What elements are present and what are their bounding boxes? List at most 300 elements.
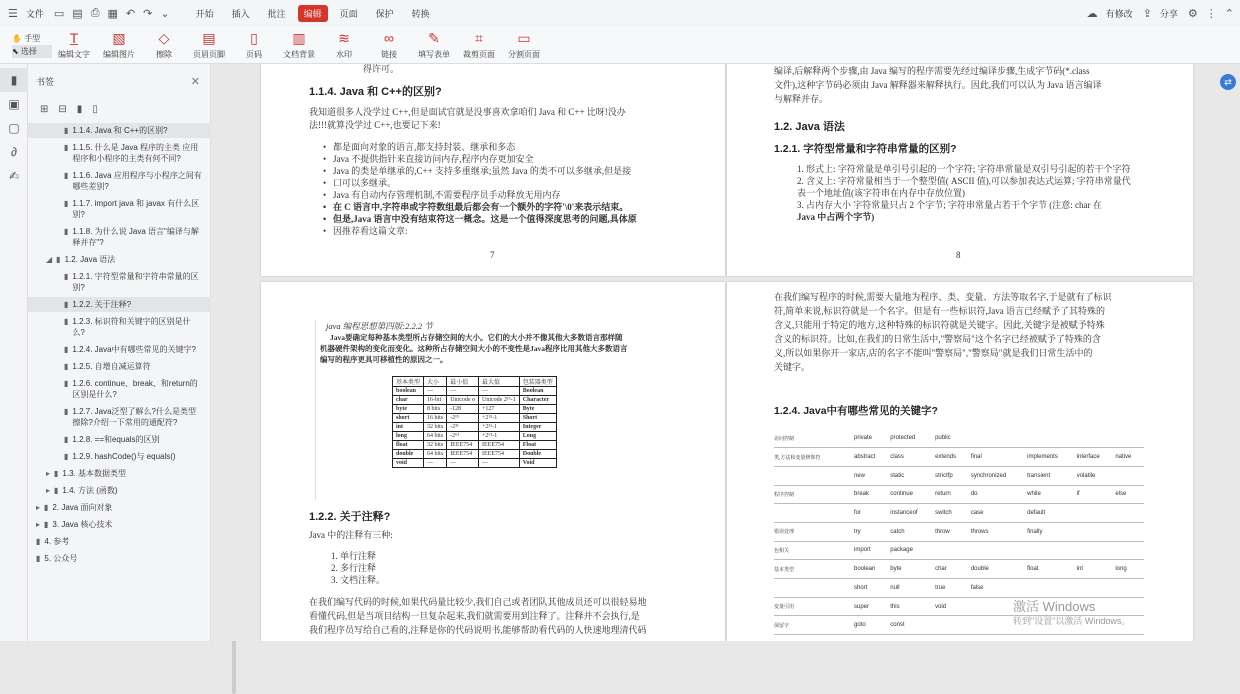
bookmark-icon: ▮ — [44, 503, 49, 512]
table-cell: super — [854, 597, 890, 616]
add-bookmark-icon[interactable]: ▮ — [76, 103, 83, 115]
table-cell: try — [854, 522, 890, 541]
table-row — [393, 459, 557, 468]
expand-all-icon[interactable]: ⊞ — [40, 103, 49, 115]
text-line: 机器硬件架构的变化而变化。这种所占存储空间大小的不变性是Java程序比用其他大多数语言 — [320, 344, 628, 353]
bookmark-item[interactable] — [28, 432, 211, 447]
table-cell: +2¹⁵-1 — [479, 414, 520, 423]
bookmark-icon: ▮ — [64, 171, 69, 180]
table-cell: 基本类型 — [774, 560, 854, 579]
table-header: 基本类型 — [393, 377, 424, 387]
table-cell: Unicode 2¹⁶-1 — [479, 396, 520, 405]
table-cell: 16 bits — [424, 414, 447, 423]
table-cell: Byte — [519, 405, 556, 414]
table-header: 最大值 — [479, 377, 520, 387]
text-line: 含义,只能用于特定的地方,这种特殊的标识符就是关键字。因此,关键字是被赋予特殊 — [774, 320, 1105, 330]
eraser-icon: ◇ — [158, 29, 170, 46]
text-line: 法!!!就算没学过 C++,也要记下来! — [309, 120, 441, 130]
bookmark-icon: ▮ — [64, 407, 69, 416]
list-item: 3. 占内存大小 字符常量只占 2 个字节; 字符串常量占若干个字节 (注意: char 在 — [797, 200, 1102, 210]
table-cell: true — [935, 579, 971, 598]
bookmark-label: 1.2. Java 语法 — [64, 255, 116, 264]
table-cell: continue — [890, 485, 935, 504]
table-cell: implements — [1027, 448, 1077, 467]
table-cell: static — [890, 466, 935, 485]
bookmark-item[interactable] — [28, 359, 211, 374]
section-heading: 1.2.4. Java中有哪些常见的关键字? — [774, 405, 938, 417]
table-cell — [1027, 429, 1077, 448]
table-cell: const — [890, 616, 935, 635]
modified-status[interactable]: 有修改 — [1105, 8, 1133, 19]
list-item: 1. 单行注释 — [331, 551, 377, 561]
text-line: 符,简单来说,标识符就是一个名字。但是有一些标识符,Java 语言已经赋予了其特殊的 — [774, 306, 1105, 316]
table-cell: -2³¹ — [447, 423, 479, 432]
list-item: 3. 文档注释。 — [331, 575, 386, 585]
list-item: • 但是,Java 语言中没有结束符这一概念。这是一个值得深度思考的问题,具体原 — [323, 213, 637, 225]
section-heading: 1.2.2. 关于注释? — [309, 511, 391, 523]
collapse-all-icon[interactable]: ⊟ — [58, 103, 67, 115]
table-cell — [1115, 429, 1144, 448]
bookmark-label: 1.1.5. 什么是 Java 程序的主类 应用程序和小程序的主类有何不同? — [72, 143, 199, 163]
table-cell: extends — [935, 448, 971, 467]
table-cell: byte — [393, 405, 424, 414]
list-item: • 都是面向对象的语言,都支持封装、继承和多态 — [323, 141, 637, 153]
bookmark-label: 1.2.4. Java中有哪些常见的关键字? — [72, 345, 196, 354]
table-cell: int — [393, 423, 424, 432]
table-cell: — — [479, 387, 520, 396]
page-7 — [261, 64, 725, 276]
table-cell: short — [393, 414, 424, 423]
bookmark-icon: ▮ — [64, 379, 69, 388]
collapse-icon[interactable]: ⌃ — [1224, 7, 1234, 20]
bookmark-icon: ▮ — [44, 520, 49, 529]
comment-icon[interactable]: ▢ — [8, 121, 20, 135]
section-heading: 1.2. Java 语法 — [774, 121, 845, 133]
table-cell: 变量引用 — [774, 597, 854, 616]
bookmark-label: 1.3. 基本数据类型 — [62, 469, 126, 478]
bookmark-item[interactable] — [28, 252, 211, 267]
table-cell: throw — [935, 522, 971, 541]
bookmark-icon[interactable]: ▮ — [0, 68, 28, 92]
share-icon: ⇪ — [1142, 7, 1152, 20]
table-cell — [935, 616, 971, 635]
table-cell — [1027, 579, 1077, 598]
close-icon[interactable]: ✕ — [190, 75, 200, 88]
bookmark-item[interactable] — [28, 449, 211, 464]
thumbnail-icon[interactable]: ▣ — [8, 97, 20, 111]
table-cell: Long — [519, 432, 556, 441]
bookmark-label: 1.1.8. 为什么说 Java 语言"编译与解释并存"? — [72, 227, 199, 247]
tab-start[interactable]: 开始 — [195, 8, 214, 19]
table-cell: Character — [519, 396, 556, 405]
file-menu[interactable]: 文件 — [25, 8, 44, 19]
table-cell — [774, 466, 854, 485]
edit-image-button[interactable]: ▧ 编辑图片 — [103, 29, 135, 59]
table-cell: 包相关 — [774, 541, 854, 560]
form-icon: ✎ — [428, 29, 440, 46]
table-cell: char — [393, 396, 424, 405]
table-cell: — — [479, 459, 520, 468]
text-line: Java要确定每种基本类型所占存储空间的大小。它们的大小并不像其他大多数语言那样随 — [330, 333, 623, 342]
section-heading: 1.2.1. 字符型常量和字符串常量的区别? — [774, 143, 957, 155]
expand-toggle-icon[interactable]: ▸ — [36, 520, 41, 529]
bookmark-item[interactable] — [28, 551, 211, 566]
table-cell: private — [854, 429, 890, 448]
watermark-button[interactable]: ≋ 水印 — [336, 29, 352, 59]
bookmark-icon: ▮ — [64, 199, 69, 208]
table-cell: public — [935, 429, 971, 448]
bookmark-label: 1.2.2. 关于注释? — [72, 300, 132, 309]
table-cell: Double — [519, 450, 556, 459]
watermark-title: 激活 Windows — [1013, 599, 1096, 614]
chevron-down-icon[interactable]: ⌄ — [160, 7, 170, 20]
table-cell: byte — [890, 560, 935, 579]
list-item: • 在 C 语言中,字符串或字符数组最后都会有一个额外的字符'\0'来表示结束。 — [323, 201, 637, 213]
text-line: 得许可。 — [363, 64, 400, 74]
list-item: • Java 不提供指针来直接访问内存,程序内存更加安全 — [323, 153, 637, 165]
menu-icon[interactable]: ☰ — [8, 7, 18, 20]
table-cell: Unicode o — [447, 396, 479, 405]
bookmark-label: 1.4. 方法 (函数) — [62, 486, 118, 495]
table-header: 包装器类型 — [519, 377, 556, 387]
edit-text-button[interactable]: T̲ 编辑文字 — [58, 29, 90, 59]
list-item: 1. 形式上: 字符常量是单引号引起的一个字符; 字符串常量是双引号引起的若干个字符 — [797, 164, 1131, 174]
bookmark-item[interactable] — [28, 168, 211, 194]
text-line: 看懂代码,但是当项目结构一旦复杂起来,我们就需要用到注释了。注释并不会执行,是 — [309, 611, 640, 621]
list-item: • Java 有自动内存管理机制,不需要程序员手动释放无用内存 — [323, 189, 637, 201]
bookmark-item[interactable] — [28, 466, 211, 481]
table-cell: volatile — [1077, 466, 1116, 485]
list-item: • 因推荐看这篇文章: — [323, 225, 637, 237]
bookmark-item[interactable] — [28, 140, 211, 166]
table-cell: goto — [854, 616, 890, 635]
list-item: • 口可以多继承。 — [323, 177, 637, 189]
table-cell — [1115, 466, 1144, 485]
quote-block — [315, 320, 677, 500]
expand-toggle-icon[interactable]: ◢ — [46, 255, 53, 264]
table-cell: break — [854, 485, 890, 504]
undo-icon[interactable]: ↶ — [125, 7, 136, 20]
table-cell: default — [1027, 504, 1077, 523]
text-line: 义,所以如果你开一家店,店的名字不能叫"警察局","警察局"就是我们日常生活中的 — [774, 348, 1093, 358]
bookmark-item[interactable] — [28, 500, 211, 515]
table-cell: — — [447, 459, 479, 468]
share-button[interactable]: 分享 — [1159, 8, 1178, 19]
table-cell: boolean — [854, 560, 890, 579]
bookmark-label: 1.1.6. Java 应用程序与小程序之间有哪些差别? — [72, 171, 202, 191]
table-row — [774, 541, 1144, 560]
export-icon[interactable]: ▦ — [107, 7, 118, 20]
table-row — [774, 448, 1144, 467]
erase-button[interactable]: ◇ 擦除 — [156, 29, 172, 59]
table-cell — [1115, 522, 1144, 541]
bookmark-label: 1.2.9. hashCode()与 equals() — [72, 452, 176, 461]
background-button[interactable]: ▥ 文档背景 — [283, 29, 315, 59]
document-view — [212, 64, 1240, 641]
page-9 — [261, 282, 725, 641]
bookmark-label: 1.2.1. 字符型常量和字符串常量的区别? — [72, 272, 199, 292]
table-cell: — — [447, 387, 479, 396]
table-cell: throws — [971, 522, 1027, 541]
crop-page-button[interactable]: ⌗ 裁剪页面 — [463, 29, 495, 59]
gear-icon[interactable]: ⚙ — [1187, 7, 1198, 20]
bookmark-label: 3. Java 核心技术 — [52, 520, 113, 529]
bookmark-item[interactable] — [28, 269, 211, 295]
table-cell: while — [1027, 485, 1077, 504]
table-row — [393, 405, 557, 414]
bookmark-label: 1.2.7. Java泛型了解么?什么是类型擦除?介绍一下常用的通配符? — [72, 407, 196, 427]
bookmark-item[interactable] — [28, 196, 211, 222]
bookmark-icon: ▮ — [36, 554, 41, 563]
bookmark-item[interactable] — [28, 297, 211, 312]
table-cell: else — [1115, 485, 1144, 504]
bookmark-icon: ▮ — [64, 300, 69, 309]
table-row — [774, 429, 1144, 448]
tab-insert[interactable]: 插入 — [231, 8, 250, 19]
table-cell: short — [854, 579, 890, 598]
select-tool[interactable]: ⬉ 选择 — [12, 45, 52, 58]
table-row — [393, 450, 557, 459]
page-number-icon: ▯ — [250, 29, 258, 46]
quote-title: java 编程思想第四版:2.2.2 节 — [326, 321, 433, 331]
table-cell: -2¹⁵ — [447, 414, 479, 423]
ribbon-toolbar — [0, 26, 1240, 64]
table-cell: double — [971, 560, 1027, 579]
table-row — [774, 485, 1144, 504]
table-cell: Integer — [519, 423, 556, 432]
bookmark-icon: ▮ — [54, 469, 59, 478]
table-cell: new — [854, 466, 890, 485]
table-cell — [1077, 429, 1116, 448]
bookmark-icon: ▮ — [64, 435, 69, 444]
table-cell — [935, 541, 971, 560]
table-cell: — — [424, 387, 447, 396]
table-cell: char — [935, 560, 971, 579]
split-icon: ▭ — [517, 29, 531, 46]
table-cell: +2⁶³-1 — [479, 432, 520, 441]
table-cell: IEEE754 — [479, 441, 520, 450]
numbered-list — [785, 163, 1131, 223]
hand-tool[interactable]: ✋ 手型 — [12, 33, 41, 43]
table-cell: long — [393, 432, 424, 441]
table-cell: catch — [890, 522, 935, 541]
table-cell — [971, 541, 1027, 560]
bookmark-panel — [28, 64, 211, 641]
assistant-icon[interactable]: ⇄ — [1220, 74, 1236, 90]
table-cell: float — [393, 441, 424, 450]
table-cell: -2⁶³ — [447, 432, 479, 441]
bookmark-icon: ▮ — [64, 345, 69, 354]
table-cell: instanceof — [890, 504, 935, 523]
table-cell: 保留字 — [774, 616, 854, 635]
table-cell: 64 bits — [424, 450, 447, 459]
bookmark-item[interactable] — [28, 376, 211, 402]
left-panel-bar — [0, 64, 28, 641]
bookmark-item[interactable] — [28, 404, 211, 430]
text-line: 关键字。 — [774, 362, 811, 372]
table-row — [393, 414, 557, 423]
table-cell — [1077, 541, 1116, 560]
bookmark-label: 1.1.4. Java 和 C++的区别? — [72, 126, 168, 135]
bookmark-label: 1.2.6. continue、break、和return的区别是什么? — [72, 379, 198, 399]
table-cell: transient — [1027, 466, 1077, 485]
bookmark-item[interactable] — [28, 483, 211, 498]
print-icon[interactable]: ⎙ — [90, 6, 100, 19]
watermark-icon: ≋ — [338, 29, 350, 46]
table-cell — [1115, 579, 1144, 598]
image-icon: ▧ — [112, 29, 126, 46]
tab-protect[interactable]: 保护 — [375, 8, 394, 19]
bookmark-item[interactable] — [28, 342, 211, 357]
bookmark-label: 1.2.3. 标识符和关键字的区别是什么? — [72, 317, 191, 337]
table-cell: double — [393, 450, 424, 459]
table-cell — [774, 579, 854, 598]
bullet-list — [323, 141, 637, 237]
bookmark-tree — [28, 121, 211, 568]
table-cell — [1115, 541, 1144, 560]
link-button[interactable]: ∞ 链接 — [381, 29, 397, 59]
open-icon[interactable]: ▭ — [53, 7, 65, 20]
table-cell: native — [1115, 448, 1144, 467]
table-row — [774, 504, 1144, 523]
attachment-icon[interactable]: ∂ — [11, 145, 17, 159]
table-cell: +2³¹-1 — [479, 423, 520, 432]
table-row — [393, 423, 557, 432]
table-cell: package — [890, 541, 935, 560]
text-line: Java 中的注释有三种: — [309, 530, 393, 540]
bookmark-label: 4. 参考 — [44, 537, 70, 546]
bookmark-icon: ▮ — [56, 255, 61, 264]
panel-title: 书签 — [36, 76, 55, 87]
table-cell: case — [971, 504, 1027, 523]
bookmark-icon: ▮ — [36, 537, 41, 546]
list-item: 2. 含义上: 字符常量相当于一个整型值( ASCII 值),可以参加表达式运算; 字符串常量代 — [797, 176, 1131, 186]
bookmark-icon: ▮ — [64, 452, 69, 461]
table-cell: +127 — [479, 405, 520, 414]
bookmark-icon: ▮ — [64, 317, 69, 326]
bookmark-item[interactable] — [28, 534, 211, 549]
table-cell: 32 bits — [424, 423, 447, 432]
table-cell: 错误处理 — [774, 522, 854, 541]
table-cell: — — [424, 459, 447, 468]
table-cell: return — [935, 485, 971, 504]
table-cell: IEEE754 — [447, 450, 479, 459]
cloud-icon: ☁ — [1086, 7, 1098, 20]
more-icon[interactable]: ⋮ — [1205, 7, 1217, 20]
list-item: Java 中占两个字节) — [797, 212, 875, 222]
table-cell: 16-bit — [424, 396, 447, 405]
primitive-types-table — [392, 376, 557, 468]
split-page-button[interactable]: ▭ 分割页面 — [508, 29, 540, 59]
table-cell: import — [854, 541, 890, 560]
tab-comment[interactable]: 批注 — [267, 8, 286, 19]
table-cell — [774, 504, 854, 523]
text-line: 我们程序员写给自己看的,注释是你的代码说明书,能够帮助看代码的人快速地理清代码 — [309, 625, 647, 635]
redo-icon[interactable]: ↷ — [143, 7, 153, 20]
table-cell — [971, 429, 1027, 448]
table-cell: 访问控制 — [774, 429, 854, 448]
text-line: 与解释并存。 — [774, 94, 829, 104]
table-cell: IEEE754 — [479, 450, 520, 459]
text-line: 我知道很多人没学过 C++,但是面试官就是没事喜欢拿咱们 Java 和 C++ 比呀!没办 — [309, 107, 626, 117]
table-cell: finally — [1027, 522, 1077, 541]
table-cell: class — [890, 448, 935, 467]
bookmark-item[interactable] — [28, 123, 211, 138]
title-bar — [0, 0, 1240, 26]
table-cell: false — [971, 579, 1027, 598]
table-cell: void — [393, 459, 424, 468]
page-10 — [727, 282, 1193, 641]
bookmark-icon: ▮ — [64, 362, 69, 371]
list-item: 表一个地址值(该字符串在内存中存放位置) — [797, 188, 965, 198]
table-cell: interface — [1077, 448, 1116, 467]
table-cell: final — [971, 448, 1027, 467]
delete-bookmark-icon[interactable]: ▯ — [92, 103, 98, 115]
expand-toggle-icon[interactable]: ▸ — [36, 503, 41, 512]
table-cell — [1077, 579, 1116, 598]
section-heading: 1.1.4. Java 和 C++的区别? — [309, 86, 442, 98]
table-row — [774, 579, 1144, 598]
bookmark-icon: ▮ — [64, 143, 69, 152]
table-header: 最小值 — [447, 377, 479, 387]
expand-toggle-icon[interactable]: ▸ — [46, 469, 51, 478]
table-cell: switch — [935, 504, 971, 523]
table-row — [393, 441, 557, 450]
tab-convert[interactable]: 转换 — [411, 8, 430, 19]
background-icon: ▥ — [292, 29, 306, 46]
bookmark-label: 1.1.7. import java 和 javax 有什么区别? — [72, 199, 200, 219]
bookmark-label: 1.2.5. 自增自减运算符 — [72, 362, 151, 371]
list-item: • Java 的类是单继承的,C++ 支持多重继承;虽然 Java 的类不可以多继承,但是接 — [323, 165, 637, 177]
table-cell — [1027, 541, 1077, 560]
crop-icon: ⌗ — [475, 29, 483, 46]
text-line: 在我们编写代码的时候,如果代码量比较少,我们自己或者团队其他成员还可以很轻易地 — [309, 597, 647, 607]
text-line: 编译,后解释两个步骤,由 Java 编写的程序需要先经过编译步骤,生成字节码(*.class — [774, 66, 1090, 76]
header-footer-button[interactable]: ▤ 页眉页脚 — [193, 29, 225, 59]
table-cell: 32 bits — [424, 441, 447, 450]
fill-form-button[interactable]: ✎ 填写表单 — [418, 29, 450, 59]
table-row — [393, 387, 557, 396]
text-line: 文件),这种字节码必须由 Java 解释器来解释执行。因此,我们可以认为 Java 语言编译 — [774, 80, 1102, 90]
page-number-button[interactable]: ▯ 页码 — [246, 29, 262, 59]
bookmark-item[interactable] — [28, 224, 211, 250]
link-icon: ∞ — [384, 29, 394, 46]
tab-page[interactable]: 页面 — [339, 8, 358, 19]
table-cell: Void — [519, 459, 556, 468]
table-row — [774, 522, 1144, 541]
page-number: 8 — [956, 250, 961, 260]
bookmark-icon: ▮ — [64, 227, 69, 236]
table-cell: int — [1077, 560, 1116, 579]
page-8 — [727, 64, 1193, 276]
bookmark-item[interactable] — [28, 517, 211, 532]
save-icon[interactable]: ▤ — [72, 7, 83, 20]
text-line: 含义的标识符。比如,在我们的日常生活中,"警察局"这个名字已经被赋予了特殊的含 — [774, 334, 1101, 344]
table-cell: strictfp — [935, 466, 971, 485]
text-line: 在我们编写程序的时候,需要大量地为程序、类、变量、方法等取名字,于是就有了标识 — [774, 292, 1112, 302]
bookmark-item[interactable] — [28, 314, 211, 340]
table-cell: Float — [519, 441, 556, 450]
tab-edit[interactable]: 编辑 — [298, 5, 328, 22]
expand-toggle-icon[interactable]: ▸ — [46, 486, 51, 495]
table-row — [393, 432, 557, 441]
signature-icon[interactable]: ✍ — [8, 169, 20, 183]
bookmark-icon: ▮ — [64, 272, 69, 281]
table-cell: synchronized — [971, 466, 1027, 485]
table-cell: if — [1077, 485, 1116, 504]
bookmark-label: 2. Java 面向对象 — [52, 503, 113, 512]
table-header: 大小 — [424, 377, 447, 387]
